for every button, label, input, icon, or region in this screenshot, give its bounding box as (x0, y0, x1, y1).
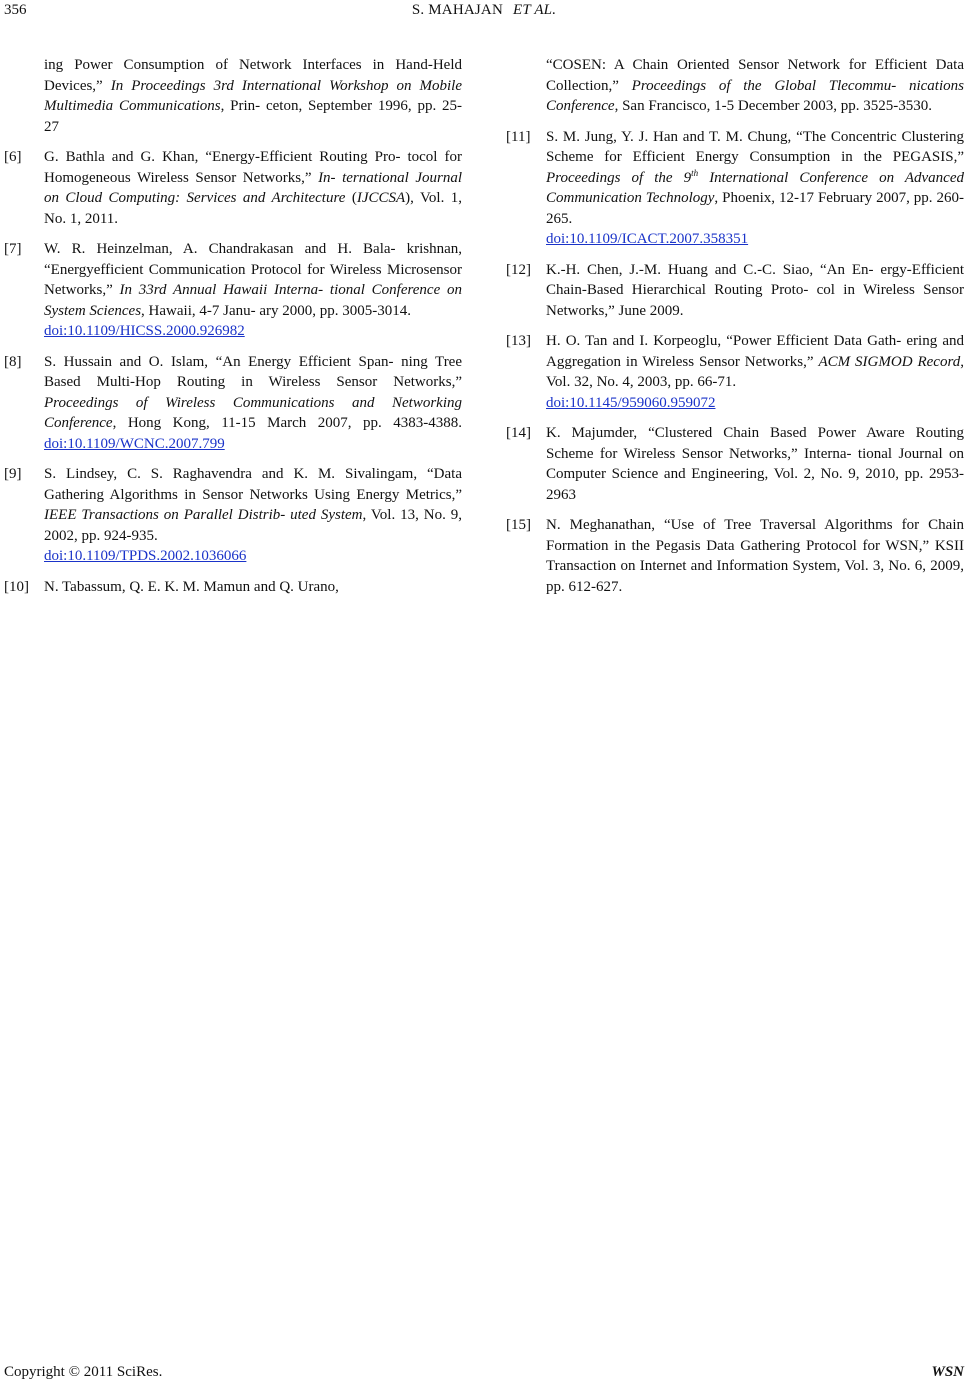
ref-number: [14] (506, 425, 531, 441)
left-column (4, 55, 462, 607)
ref-venue: International Conference on Advanced Communication Technology (546, 169, 964, 206)
ref-number: [15] (506, 517, 531, 533)
ref-number: [13] (506, 333, 531, 349)
ref-venue: IEEE Transactions on Parallel Distrib- uted System (44, 507, 363, 523)
ref-venue: Proceedings of the 9 (546, 169, 692, 186)
ref-text: , Vol. 32, No. 4, 2003, pp. 66-71. (546, 353, 964, 390)
ref-number: [9] (4, 466, 22, 482)
ref-text: S. Lindsey, C. S. Raghavendra and K. M. Sivalingam, “Data Gathering Algorithms in Sensor Networks Using Energy Metrics,” (44, 466, 462, 503)
ref-text: G. Bathla and G. Khan, “Energy-Efficient Routing Pro- tocol for Homogeneous Wireless Sensor Networks,” (44, 149, 462, 186)
journal-abbreviation: WSN (931, 1364, 964, 1380)
doi-link[interactable]: doi:10.1145/959060.959072 (546, 394, 716, 411)
ref-venue: Proceedings of the Global Tlecommu- nications Conference (546, 77, 964, 114)
reference-continuation (506, 55, 964, 117)
reference-15 (506, 515, 964, 597)
ref-text: W. R. Heinzelman, A. Chandrakasan and H. Bala- krishnan, “Energyefficient Communication Protocol for Wireless Microsensor Networks,” (44, 241, 462, 298)
reference-8 (4, 352, 462, 455)
ref-text: H. O. Tan and I. Korpeoglu, “Power Efficient Data Gath- ering and Aggregation in Wireless Sensor Networks,” (546, 333, 964, 370)
page-header (0, 0, 968, 26)
ref-text: , San Francisco, 1-5 December 2003, pp. 3525-3530. (614, 98, 933, 114)
ordinal-superscript: th (691, 167, 699, 178)
reference-13 (506, 331, 964, 413)
ref-number: [11] (506, 128, 531, 145)
ref-text: , Phoenix, 12-17 February 2007, pp. 260-265. (546, 190, 964, 227)
ref-text: , Hawaii, 4-7 Janu- ary 2000, pp. 3005-3014. (141, 302, 411, 319)
reference-10 (4, 577, 462, 598)
running-head (0, 2, 968, 19)
reference-11 (506, 127, 964, 250)
ref-text: S. M. Jung, Y. J. Han and T. M. Chung, “The Concentric Clustering Scheme for Efficient Energy Consumption in the PEGASIS,” (546, 128, 964, 165)
ref-text: N. Meghanathan, “Use of Tree Traversal Algorithms for Chain Formation in the Pegasis Data Gathering Protocol for WSN,” KSII Transaction on Internet and Information System, Vol. 3, No. 6, 2009, pp. 612-627. (546, 517, 964, 595)
ref-number: [7] (4, 241, 22, 257)
ref-text: N. Tabassum, Q. E. K. M. Mamun and Q. Urano, (44, 578, 339, 595)
ref-number: [10] (4, 578, 29, 595)
reference-continuation (4, 55, 462, 137)
ref-venue: In 33rd Annual Hawaii Interna- tional Conference on System Sciences (44, 282, 462, 319)
ref-venue: ACM SIGMOD Record (818, 353, 961, 370)
reference-6 (4, 147, 462, 229)
ref-number: [6] (4, 149, 22, 165)
reference-12 (506, 260, 964, 322)
ref-number: [12] (506, 261, 531, 278)
ref-text: K.-H. Chen, J.-M. Huang and C.-C. Siao, “An En- ergy-Efficient Chain-Based Hierarchical Routing Proto- col in Wireless Sensor Networks,” June 2009. (546, 261, 964, 319)
ref-venue: Proceedings of Wireless Communications and Networking Conference (44, 394, 462, 431)
copyright-notice: Copyright © 2011 SciRes. (4, 1364, 163, 1380)
ref-venue-abbr: IJCCSA (356, 190, 406, 206)
ref-text: , Hong Kong, 11-15 March 2007, pp. 4383-4388. (112, 415, 462, 431)
ref-text: ( (345, 190, 357, 206)
ref-text: K. Majumder, “Clustered Chain Based Power Aware Routing Scheme for Wireless Sensor Networks,” Interna- tional Journal on Computer Science and Engineering, Vol. 2, No. 9, 2010, pp. 2953- 2963 (546, 425, 964, 503)
ref-text: , Vol. 13, No. 9, 2002, pp. 924-935. (44, 507, 462, 544)
right-column (506, 55, 964, 607)
doi-link[interactable]: doi:10.1109/ICACT.2007.358351 (546, 231, 749, 247)
running-head-authors: S. MAHAJAN (411, 2, 503, 18)
ref-text: S. Hussain and O. Islam, “An Energy Efficient Span- ning Tree Based Multi-Hop Routing in Wireless Sensor Networks,” (44, 353, 462, 390)
reference-9 (4, 464, 462, 567)
reference-14 (506, 423, 964, 505)
ref-venue: In- ternational Journal on Cloud Computing: Services and Architecture (44, 169, 462, 206)
doi-link[interactable]: doi:10.1109/TPDS.2002.1036066 (44, 548, 247, 564)
ref-venue: In Proceedings 3rd International Workshop on Mobile Multimedia Communications (44, 77, 463, 114)
page-number: 356 (4, 2, 27, 18)
running-head-etal: ET AL. (513, 2, 557, 18)
ref-text: ), Vol. 1, No. 1, 2011. (44, 190, 463, 227)
ref-text: , Prin- ceton, September 1996, pp. 25-27 (44, 98, 463, 135)
reference-7 (4, 239, 462, 342)
page-footer (0, 1364, 968, 1386)
doi-link[interactable]: doi:10.1109/HICSS.2000.926982 (44, 323, 245, 339)
doi-link[interactable]: doi:10.1109/WCNC.2007.799 (44, 435, 225, 452)
ref-text: “COSEN: A Chain Oriented Sensor Network for Efficient Data Collection,” (546, 57, 964, 94)
ref-text: ing Power Consumption of Network Interfaces in Hand-Held Devices,” (44, 57, 462, 94)
ref-number: [8] (4, 353, 22, 370)
